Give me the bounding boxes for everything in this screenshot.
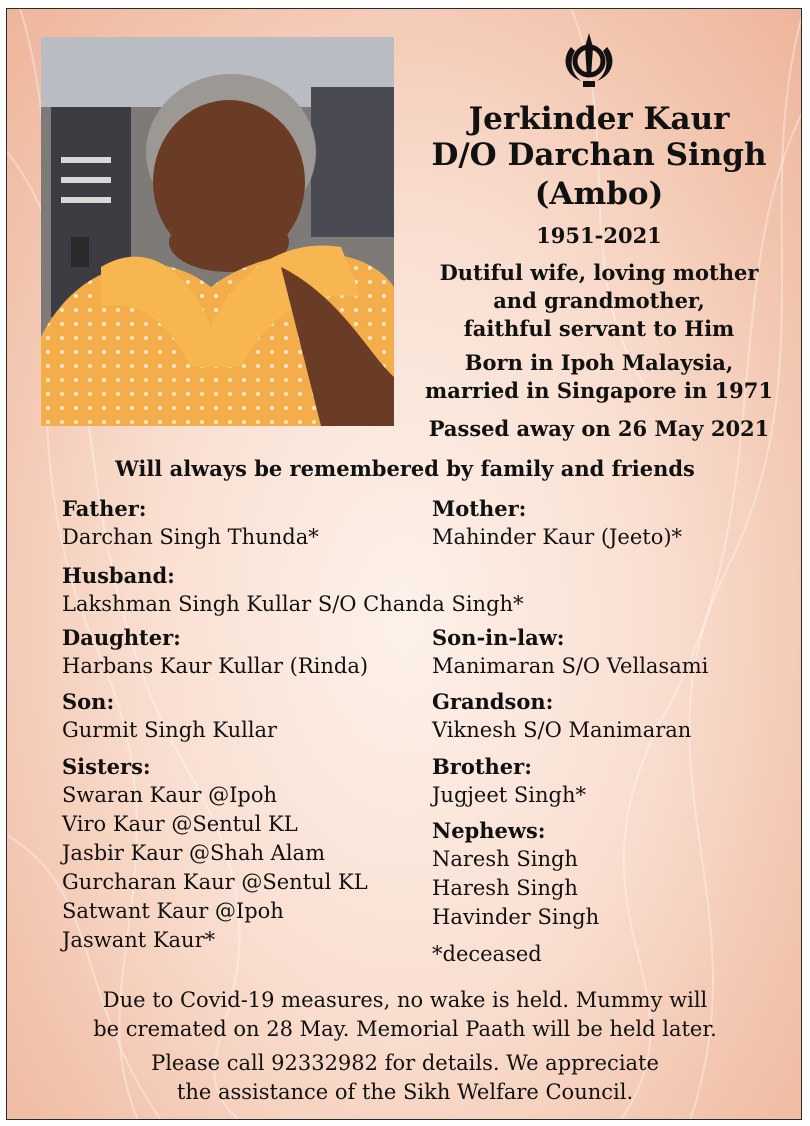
marriage-line: married in Singapore in 1971 <box>425 378 773 403</box>
nephews-label: Nephews: <box>432 818 546 843</box>
father-label: Father: <box>62 496 147 521</box>
covid-line: be cremated on 28 May. Memorial Paath will be held later. <box>93 1017 717 1041</box>
contact-notice <box>7 1049 802 1107</box>
tribute-line: faithful servant to Him <box>463 316 735 341</box>
tribute-text <box>401 259 797 343</box>
passing-date: Passed away on 26 May 2021 <box>428 416 770 441</box>
covid-notice <box>7 986 802 1044</box>
mother-entry <box>432 494 682 552</box>
deceased-note: *deceased <box>432 942 542 966</box>
sister-name: Viro Kaur @Sentul KL <box>62 812 298 836</box>
tribute-line: and grandmother, <box>493 288 705 313</box>
birth-marriage-text <box>401 349 797 405</box>
grandson-label: Grandson: <box>432 689 554 714</box>
sister-name: Gurcharan Kaur @Sentul KL <box>62 870 368 894</box>
tribute-line: Dutiful wife, loving mother <box>439 260 759 285</box>
son-in-law-label: Son-in-law: <box>432 625 565 650</box>
khanda-icon <box>557 29 621 93</box>
obituary-card <box>6 8 802 1120</box>
brother-entry <box>432 752 586 810</box>
grandson-entry <box>432 687 691 745</box>
birth-line: Born in Ipoh Malaysia, <box>464 350 734 375</box>
portrait-photo <box>41 37 394 426</box>
deceased-name: Jerkinder Kaur <box>468 101 730 137</box>
grandson-name: Viknesh S/O Manimaran <box>432 718 692 742</box>
nephew-name: Haresh Singh <box>432 876 578 900</box>
covid-line: Due to Covid-19 measures, no wake is held. Mummy will <box>102 988 708 1012</box>
husband-label: Husband: <box>62 563 175 588</box>
life-years: 1951-2021 <box>536 223 662 248</box>
daughter-entry <box>62 623 368 681</box>
nephews-entry <box>432 816 599 969</box>
sister-name: Satwant Kaur @Ipoh <box>62 899 284 923</box>
son-name: Gurmit Singh Kullar <box>62 718 278 742</box>
sister-name: Jasbir Kaur @Shah Alam <box>62 841 325 865</box>
sister-name: Jaswant Kaur* <box>62 928 216 952</box>
father-entry <box>62 494 319 552</box>
sisters-label: Sisters: <box>62 754 151 779</box>
son-in-law-name: Manimaran S/O Vellasami <box>432 654 709 678</box>
nephew-name: Havinder Singh <box>432 905 600 929</box>
contact-line: Please call 92332982 for details. We appreciate <box>151 1051 659 1075</box>
nephew-name: Naresh Singh <box>432 847 578 871</box>
brother-name: Jugjeet Singh* <box>432 783 586 807</box>
son-label: Son: <box>62 689 115 714</box>
sister-name: Swaran Kaur @Ipoh <box>62 783 277 807</box>
daughter-label: Daughter: <box>62 625 181 650</box>
father-name: Darchan Singh Thunda* <box>62 525 319 549</box>
husband-name: Lakshman Singh Kullar S/O Chanda Singh* <box>62 592 524 616</box>
remembered-heading: Will always be remembered by family and friends <box>115 456 695 481</box>
deceased-parentage: D/O Darchan Singh <box>431 137 767 173</box>
son-entry <box>62 687 277 745</box>
son-in-law-entry <box>432 623 708 681</box>
brother-label: Brother: <box>432 754 532 779</box>
mother-name: Mahinder Kaur (Jeeto)* <box>432 525 683 549</box>
daughter-name: Harbans Kaur Kullar (Rinda) <box>62 654 369 678</box>
husband-entry <box>62 561 524 619</box>
deceased-nickname: (Ambo) <box>534 176 664 212</box>
contact-line: the assistance of the Sikh Welfare Council. <box>176 1080 634 1104</box>
sisters-entry <box>62 752 368 955</box>
mother-label: Mother: <box>432 496 527 521</box>
